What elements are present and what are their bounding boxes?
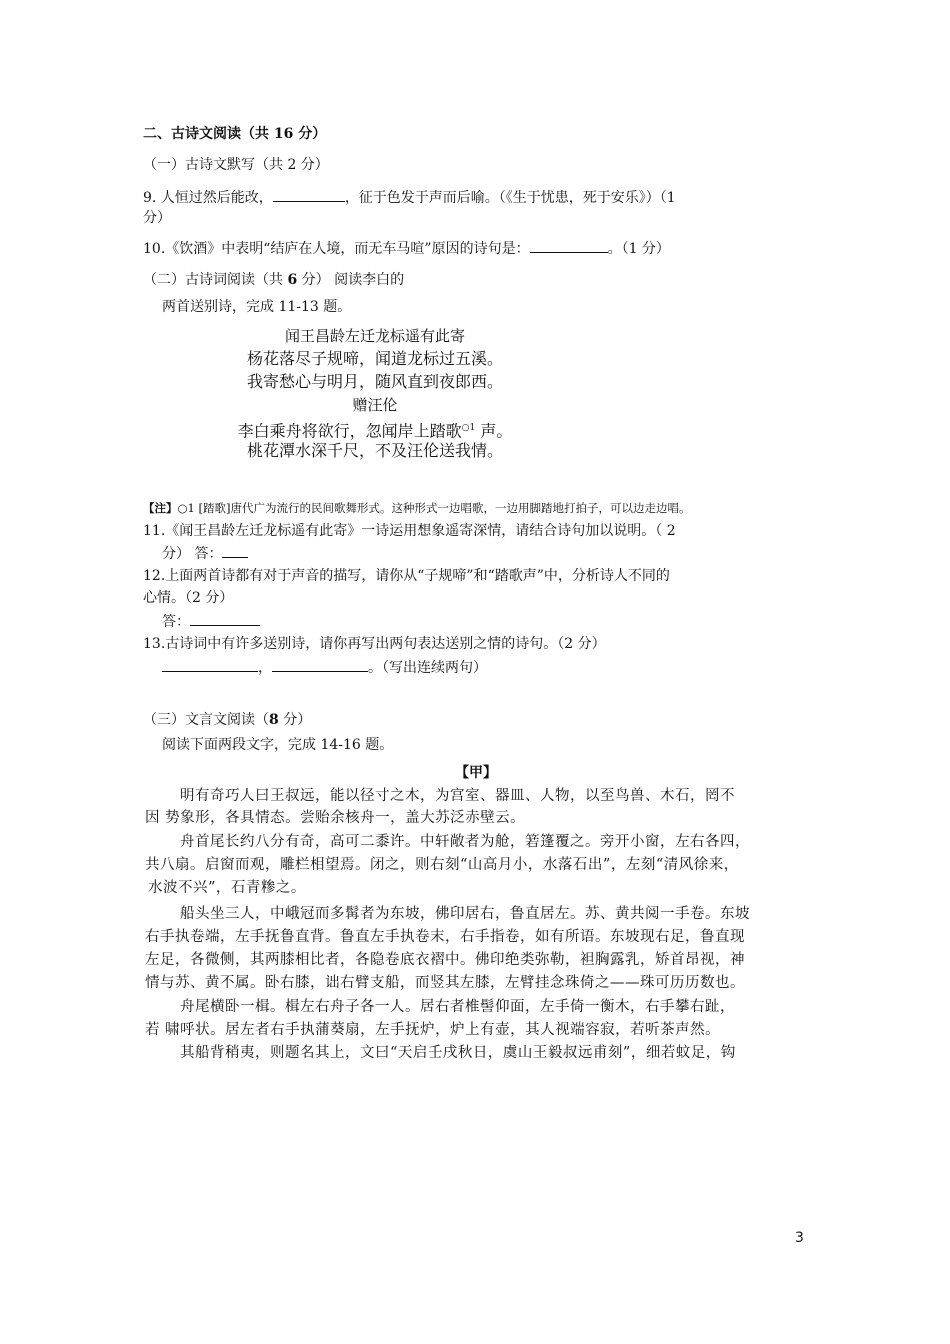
poem1-title: 闻王昌龄左迁龙标遥有此寄 (284, 327, 465, 345)
poem2-line1 (0, 417, 750, 442)
passage-p4-l1: 舟尾横卧一楫。楫左右舟子各一人。居右者椎髻仰面，左手倚一衡木，右手攀右趾， (180, 999, 735, 1015)
q10-text-a: 10.《饮酒》中表明“结庐在人境，而无车马喧”原因的诗句是： (143, 241, 530, 257)
part2-title (143, 270, 404, 290)
passage-p3-l3: 左足，各微侧，其两膝相比者，各隐卷底衣褶中。佛印绝类弥勒，袒胸露乳，矫首昂视，神 (145, 952, 745, 968)
poem1-line1: 杨花落尽子规啼，闻道龙标过五溪。 (246, 349, 503, 368)
passage-p3-l4: 情与苏、黄不属。卧右膝，诎右臂支船，而竖其左膝，左臂挂念珠倚之——珠可历历数也。 (145, 975, 745, 991)
footnote (143, 498, 690, 518)
note-text: ○1 [踏歌]唐代广为流行的民间歌舞形式。这种形式一边唱歌，一边用脚踏地打拍子，可以边走边唱。 (177, 501, 691, 515)
q13-answer-blank-2[interactable] (272, 657, 368, 672)
poem2-title: 赠汪伦 (352, 396, 398, 414)
footnote-marker: ○1 (461, 423, 476, 433)
part2-instruction: 两首送别诗，完成 11-13 题。 (162, 299, 352, 315)
question-9-cont: 分） (143, 210, 171, 226)
question-12: 12.上面两首诗都有对于声音的描写，请你从“子规啼”和“踏歌声”中，分析诗人不同的 (143, 568, 670, 584)
q10-text-b: 。（1 分） (607, 241, 670, 257)
question-13-cont (162, 657, 487, 678)
part3-title-b: 分） (278, 712, 312, 728)
question-12-cont: 心情。（2 分） (143, 590, 234, 606)
part2-title-score: 6 (287, 272, 298, 288)
passage-p3-l1: 船头坐三人，中峨冠而多髯者为东坡，佛印居右，鲁直居左。苏、黄共阅一手卷。东坡 (180, 906, 750, 922)
part3-title-a: （三）文言文阅读（ (143, 712, 269, 728)
page-number: 3 (795, 1230, 804, 1246)
q11-answer-blank[interactable] (222, 543, 248, 558)
passage-jia-heading: 【甲】 (455, 765, 497, 781)
q12-answer-blank[interactable] (190, 611, 260, 626)
note-label: 【注】 (143, 501, 178, 515)
q13-comma: ， (258, 660, 272, 676)
q9-text-b: ，征于色发于声而后喻。（《生于忧患，死于安乐》）（1 (344, 190, 676, 206)
passage-p2-l1: 舟首尾长约八分有奇，高可二黍许。中轩敞者为舱，箬篷覆之。旁开小窗，左右各四， (180, 834, 750, 850)
part2-title-b: 分） 阅读李白的 (297, 272, 405, 288)
section-title: 二、古诗文阅读（共 16 分） (143, 126, 327, 142)
q12-answer-label: 答： (162, 614, 190, 630)
part2-title-a: （二）古诗词阅读（共 (143, 272, 288, 288)
q9-text-a: 9. 人恒过然后能改， (143, 190, 273, 206)
q9-answer-blank[interactable] (273, 187, 345, 202)
passage-p1-l1: 明有奇巧人曰王叔远，能以径寸之木，为宫室、器皿、人物，以至鸟兽、木石，罔不 (180, 788, 735, 804)
poem2-line2: 桃花潭水深千尺，不及汪伦送我情。 (246, 441, 503, 460)
passage-p1-l2: 因 势象形，各具情态。尝贻余核舟一，盖大苏泛赤壁云。 (145, 810, 526, 826)
poem2-line1-b: 声。 (475, 421, 513, 441)
q10-answer-blank[interactable] (530, 238, 608, 253)
question-11: 11.《闻王昌龄左迁龙标遥有此寄》一诗运用想象遥寄深情，请结合诗句加以说明。（ 2 (143, 523, 676, 539)
part1-title: （一）古诗文默写（共 2 分） (143, 157, 329, 173)
passage-p5-l1: 其船背稍夷，则题名其上，文曰“天启壬戌秋日，虞山王毅叔远甫刻”，细若蚊足，钩 (180, 1045, 736, 1061)
poem1-line2: 我寄愁心与明月，随风直到夜郎西。 (246, 372, 503, 391)
q13-answer-blank-1[interactable] (162, 657, 258, 672)
question-12-answer (162, 611, 260, 632)
part3-title-score: 8 (269, 712, 279, 728)
passage-p2-l2: 共八扇。启窗而观，雕栏相望焉。闭之，则右刻“山高月小，水落石出”，左刻“清风徐来， (145, 857, 739, 873)
passage-p2-l3: 水波不兴”，石青糁之。 (148, 880, 306, 896)
part3-title (143, 710, 311, 730)
question-13: 13.古诗词中有许多送别诗，请你再写出两句表达送别之情的诗句。（2 分） (143, 636, 606, 652)
passage-p3-l2: 右手执卷端，左手抚鲁直背。鲁直左手执卷末，右手指卷，如有所语。东坡现右足，鲁直现 (145, 929, 745, 945)
question-10 (143, 238, 670, 259)
question-11-cont (162, 543, 248, 564)
q13-tail: 。（写出连续两句） (368, 660, 487, 676)
question-9 (143, 187, 676, 208)
q11-answer-label: 分） 答： (162, 546, 223, 562)
part3-instruction: 阅读下面两段文字，完成 14-16 题。 (162, 737, 394, 753)
passage-p4-l2: 若 啸呼状。居左者右手执蒲葵扇，左手抚炉，炉上有壶，其人视端容寂，若听茶声然。 (145, 1022, 721, 1038)
poem2-line1-a: 李白乘舟将欲行，忽闻岸上踏歌 (237, 421, 462, 441)
